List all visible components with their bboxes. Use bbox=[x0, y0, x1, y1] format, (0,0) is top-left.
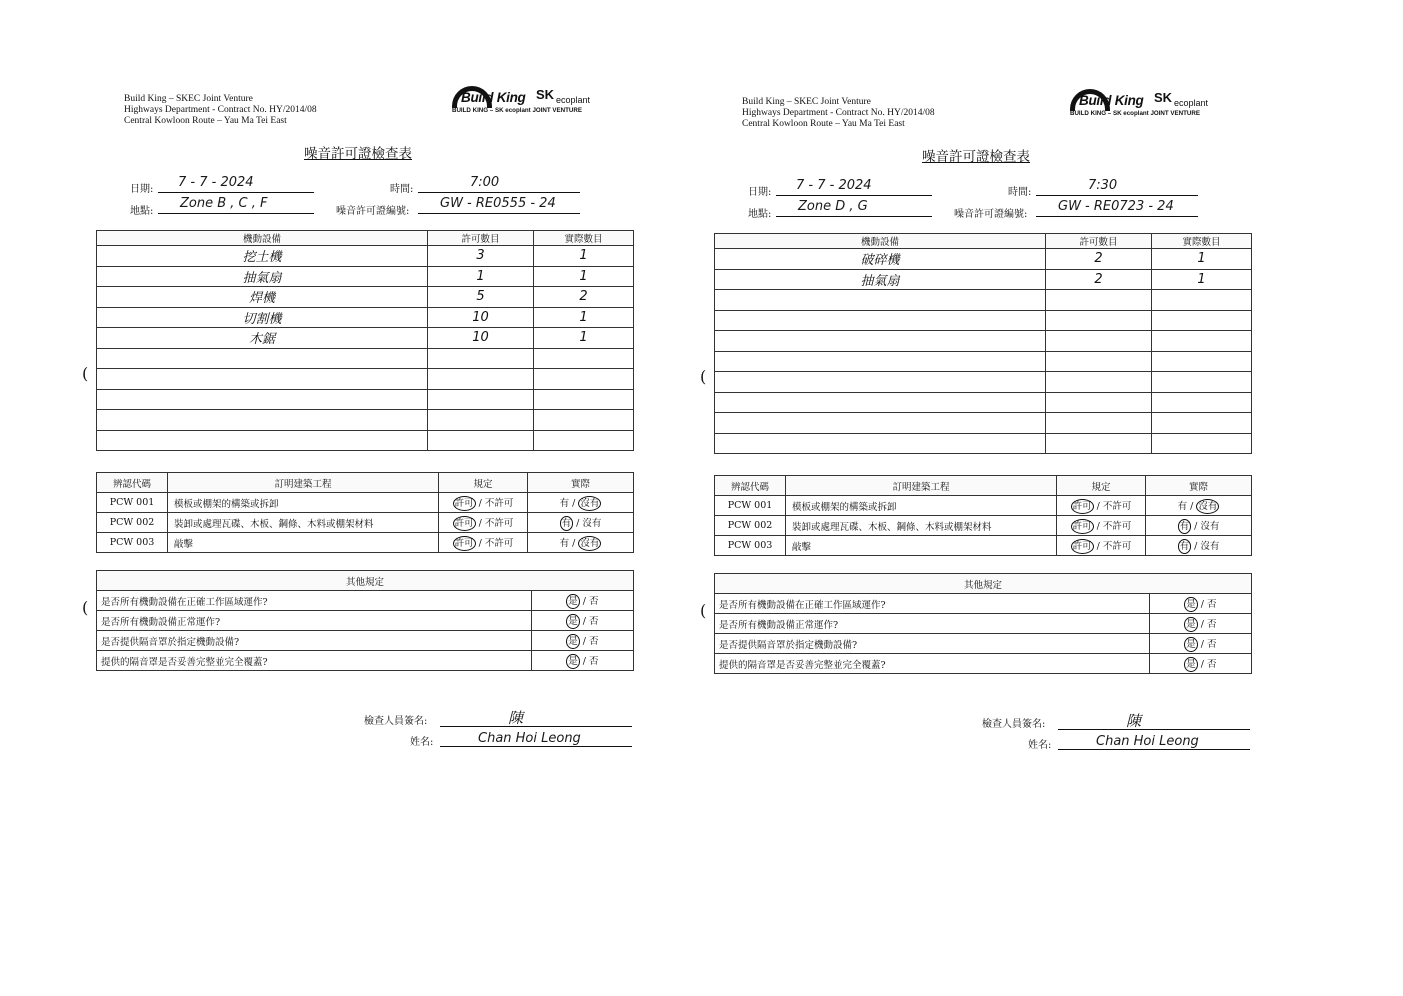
table-row bbox=[97, 611, 634, 631]
other-answer: 是 / 否 bbox=[531, 591, 633, 611]
actual-qty: 1 bbox=[1152, 249, 1252, 270]
table-row bbox=[97, 369, 634, 390]
other-answer: 是 / 否 bbox=[531, 631, 633, 651]
pcw-rule: 許可 / 不許可 bbox=[439, 513, 528, 533]
actual-qty bbox=[1152, 392, 1252, 413]
other-question: 是否所有機動設備在正確工作區域運作? bbox=[715, 594, 1150, 614]
permit-circled: 許可 bbox=[1072, 540, 1092, 552]
table-row bbox=[715, 372, 1252, 393]
table-row bbox=[715, 516, 1252, 536]
equipment-name bbox=[715, 310, 1046, 331]
equipment-name bbox=[715, 290, 1046, 311]
pcw-rule: 許可 / 不許可 bbox=[439, 493, 528, 513]
permitted-qty bbox=[428, 369, 534, 390]
col-rule: 規定 bbox=[1057, 476, 1146, 496]
name-label: 姓名: bbox=[410, 737, 434, 748]
other-answer: 是 / 否 bbox=[1149, 594, 1251, 614]
date-label: 日期: bbox=[748, 187, 772, 198]
margin-mark: ( bbox=[82, 598, 89, 617]
form-title: 噪音許可證檢查表 bbox=[304, 146, 412, 162]
table-row bbox=[97, 591, 634, 611]
signature-value: 陳 bbox=[1126, 712, 1142, 730]
col-actual: 實際數目 bbox=[534, 231, 634, 246]
col-works: 訂明建築工程 bbox=[786, 476, 1057, 496]
actual-qty bbox=[1152, 433, 1252, 454]
permit-circled: 許可 bbox=[454, 517, 474, 529]
table-row bbox=[715, 269, 1252, 290]
permitted-qty bbox=[1046, 372, 1152, 393]
actual-qty bbox=[1152, 310, 1252, 331]
pcw-works: 模板或棚架的構築或拆卸 bbox=[168, 493, 439, 513]
table-row bbox=[715, 331, 1252, 352]
pcw-code: PCW 001 bbox=[97, 493, 168, 513]
table-row bbox=[715, 249, 1252, 270]
col-actual-pcw: 實際 bbox=[528, 473, 634, 493]
equipment-name: 挖土機 bbox=[97, 246, 428, 267]
location-value: Zone B , C , F bbox=[180, 196, 268, 211]
pcw-rule: 許可 / 不許可 bbox=[439, 533, 528, 553]
permitted-qty: 5 bbox=[428, 287, 534, 308]
other-question: 提供的隔音罩是否妥善完整並完全覆蓋? bbox=[715, 654, 1150, 674]
actual-qty: 1 bbox=[1152, 269, 1252, 290]
col-permitted: 許可數目 bbox=[428, 231, 534, 246]
actual-qty bbox=[1152, 290, 1252, 311]
permitted-qty bbox=[1046, 310, 1152, 331]
other-answer: 是 / 否 bbox=[1149, 614, 1251, 634]
pcw-works: 裝卸或處理瓦碟、木板、鋼條、木料或棚架材料 bbox=[786, 516, 1057, 536]
actual-qty bbox=[1152, 331, 1252, 352]
other-rules-header: 其他規定 bbox=[715, 574, 1252, 594]
table-row bbox=[97, 410, 634, 431]
table-row bbox=[97, 328, 634, 349]
pcw-actual: 有 / 沒有 bbox=[1146, 536, 1252, 556]
permitted-qty: 2 bbox=[1046, 269, 1152, 290]
equipment-name bbox=[97, 430, 428, 451]
other-rules-table bbox=[714, 573, 1252, 674]
table-row bbox=[715, 290, 1252, 311]
permit-no-value: GW - RE0723 - 24 bbox=[1058, 199, 1174, 214]
permitted-qty bbox=[428, 430, 534, 451]
actual-qty bbox=[1152, 413, 1252, 434]
other-answer: 是 / 否 bbox=[1149, 634, 1251, 654]
location-label: 地點: bbox=[130, 206, 154, 217]
col-actual-pcw: 實際 bbox=[1146, 476, 1252, 496]
contract-header: Build King – SKEC Joint Venture Highways Department - Contract No. HY/2014/08 Central Kowloon Route – Yau Ma Tei East bbox=[742, 97, 935, 129]
pcw-code: PCW 003 bbox=[715, 536, 786, 556]
yes-circled: 是 bbox=[568, 655, 578, 667]
actual-qty bbox=[1152, 351, 1252, 372]
equipment-table bbox=[714, 233, 1252, 454]
permitted-qty bbox=[428, 348, 534, 369]
table-row bbox=[97, 246, 634, 267]
permit-circled: 許可 bbox=[454, 537, 474, 549]
other-question: 是否所有機動設備在正確工作區域運作? bbox=[97, 591, 532, 611]
signature-field bbox=[1058, 714, 1250, 730]
location-value: Zone D , G bbox=[798, 199, 868, 214]
table-row bbox=[97, 307, 634, 328]
table-row bbox=[97, 513, 634, 533]
location-label: 地點: bbox=[748, 209, 772, 220]
pcw-actual: 有 / 沒有 bbox=[528, 513, 634, 533]
margin-mark: ( bbox=[700, 367, 707, 386]
permitted-qty: 2 bbox=[1046, 249, 1152, 270]
margin-mark: ( bbox=[82, 364, 89, 383]
col-rule: 規定 bbox=[439, 473, 528, 493]
equipment-name bbox=[715, 331, 1046, 352]
equipment-name: 破碎機 bbox=[715, 249, 1046, 270]
date-label: 日期: bbox=[130, 184, 154, 195]
equipment-name bbox=[97, 410, 428, 431]
actual-qty: 1 bbox=[534, 246, 634, 267]
table-row bbox=[97, 266, 634, 287]
other-answer: 是 / 否 bbox=[531, 651, 633, 671]
pcw-works: 模板或棚架的構築或拆卸 bbox=[786, 496, 1057, 516]
permitted-qty bbox=[428, 410, 534, 431]
actual-qty: 1 bbox=[534, 328, 634, 349]
col-code: 辨認代碼 bbox=[715, 476, 786, 496]
col-works: 訂明建築工程 bbox=[168, 473, 439, 493]
equipment-name bbox=[97, 348, 428, 369]
contract-header: Build King – SKEC Joint Venture Highways Department - Contract No. HY/2014/08 Central Kowloon Route – Yau Ma Tei East bbox=[124, 94, 317, 126]
pcw-table bbox=[96, 472, 634, 553]
other-rules-header: 其他規定 bbox=[97, 571, 634, 591]
equipment-table bbox=[96, 230, 634, 451]
pcw-rule: 許可 / 不許可 bbox=[1057, 516, 1146, 536]
equipment-name bbox=[97, 389, 428, 410]
pcw-code: PCW 001 bbox=[715, 496, 786, 516]
table-row bbox=[715, 392, 1252, 413]
other-question: 是否提供隔音罩於指定機動設備? bbox=[97, 631, 532, 651]
table-row bbox=[715, 654, 1252, 674]
other-answer: 是 / 否 bbox=[1149, 654, 1251, 674]
equipment-name: 木鋸 bbox=[97, 328, 428, 349]
table-row bbox=[715, 496, 1252, 516]
equipment-name bbox=[715, 372, 1046, 393]
date-value: 7 - 7 - 2024 bbox=[796, 178, 872, 193]
time-label: 時間: bbox=[390, 184, 414, 195]
actual-qty bbox=[1152, 372, 1252, 393]
yes-circled: 是 bbox=[1186, 618, 1196, 630]
col-actual: 實際數目 bbox=[1152, 234, 1252, 249]
pcw-code: PCW 002 bbox=[715, 516, 786, 536]
table-row bbox=[715, 594, 1252, 614]
name-value: Chan Hoi Leong bbox=[478, 731, 581, 746]
yes-circled: 是 bbox=[1186, 658, 1196, 670]
pcw-actual: 有 / 沒有 bbox=[1146, 496, 1252, 516]
permitted-qty bbox=[1046, 413, 1152, 434]
permitted-qty bbox=[1046, 331, 1152, 352]
table-row bbox=[97, 348, 634, 369]
name-value: Chan Hoi Leong bbox=[1096, 734, 1199, 749]
yes-circled: 是 bbox=[568, 635, 578, 647]
pcw-actual: 有 / 沒有 bbox=[528, 533, 634, 553]
permit-no-label: 噪音許可證編號: bbox=[336, 206, 410, 217]
permitted-qty bbox=[1046, 290, 1152, 311]
permitted-qty bbox=[428, 389, 534, 410]
yes-circled: 是 bbox=[568, 595, 578, 607]
table-row bbox=[97, 533, 634, 553]
col-equipment: 機動設備 bbox=[97, 231, 428, 246]
equipment-name: 切割機 bbox=[97, 307, 428, 328]
inspector-sign-label: 檢查人員簽名: bbox=[982, 719, 1046, 730]
table-row bbox=[715, 310, 1252, 331]
table-row bbox=[715, 614, 1252, 634]
pcw-actual: 有 / 沒有 bbox=[528, 493, 634, 513]
name-label: 姓名: bbox=[1028, 740, 1052, 751]
permitted-qty bbox=[1046, 351, 1152, 372]
permit-no-label: 噪音許可證編號: bbox=[954, 209, 1028, 220]
col-permitted: 許可數目 bbox=[1046, 234, 1152, 249]
pcw-code: PCW 003 bbox=[97, 533, 168, 553]
signature-value: 陳 bbox=[508, 709, 524, 727]
col-code: 辨認代碼 bbox=[97, 473, 168, 493]
permitted-qty bbox=[1046, 392, 1152, 413]
table-row bbox=[715, 413, 1252, 434]
form-left bbox=[0, 0, 603, 993]
actual-qty: 1 bbox=[534, 266, 634, 287]
time-value: 7:30 bbox=[1088, 178, 1118, 193]
permitted-qty: 1 bbox=[428, 266, 534, 287]
permit-circled: 許可 bbox=[1072, 500, 1092, 512]
other-question: 是否所有機動設備正常運作? bbox=[715, 614, 1150, 634]
equipment-name bbox=[715, 351, 1046, 372]
table-row bbox=[97, 389, 634, 410]
pcw-actual: 有 / 沒有 bbox=[1146, 516, 1252, 536]
time-label: 時間: bbox=[1008, 187, 1032, 198]
permitted-qty: 3 bbox=[428, 246, 534, 267]
yes-circled: 是 bbox=[1186, 598, 1196, 610]
pcw-rule: 許可 / 不許可 bbox=[1057, 496, 1146, 516]
equipment-name bbox=[715, 413, 1046, 434]
signature-field bbox=[440, 711, 632, 727]
table-row bbox=[715, 351, 1252, 372]
company-logo: Build King SK ecoplant BUILD KING – SK ecoplant JOINT VENTURE bbox=[1070, 90, 1209, 117]
actual-qty: 1 bbox=[534, 307, 634, 328]
pcw-works: 裝卸或處理瓦碟、木板、鋼條、木料或棚架材料 bbox=[168, 513, 439, 533]
pcw-works: 敲擊 bbox=[168, 533, 439, 553]
equipment-name: 抽氣扇 bbox=[715, 269, 1046, 290]
table-row bbox=[715, 634, 1252, 654]
equipment-name bbox=[715, 392, 1046, 413]
other-question: 是否提供隔音罩於指定機動設備? bbox=[715, 634, 1150, 654]
yes-circled: 是 bbox=[1186, 638, 1196, 650]
yes-circled: 是 bbox=[568, 615, 578, 627]
table-row bbox=[97, 651, 634, 671]
inspector-sign-label: 檢查人員簽名: bbox=[364, 716, 428, 727]
pcw-rule: 許可 / 不許可 bbox=[1057, 536, 1146, 556]
other-rules-table bbox=[96, 570, 634, 671]
form-right bbox=[618, 3, 1221, 996]
pcw-works: 敲擊 bbox=[786, 536, 1057, 556]
table-row bbox=[97, 287, 634, 308]
equipment-name bbox=[97, 369, 428, 390]
permit-no-value: GW - RE0555 - 24 bbox=[440, 196, 556, 211]
form-title: 噪音許可證檢查表 bbox=[922, 149, 1030, 165]
pcw-table bbox=[714, 475, 1252, 556]
equipment-name: 焊機 bbox=[97, 287, 428, 308]
actual-qty: 2 bbox=[534, 287, 634, 308]
table-row bbox=[97, 493, 634, 513]
time-value: 7:00 bbox=[470, 175, 500, 190]
equipment-name: 抽氣扇 bbox=[97, 266, 428, 287]
other-question: 提供的隔音罩是否妥善完整並完全覆蓋? bbox=[97, 651, 532, 671]
margin-mark: ( bbox=[700, 601, 707, 620]
table-row bbox=[715, 433, 1252, 454]
pcw-code: PCW 002 bbox=[97, 513, 168, 533]
permitted-qty: 10 bbox=[428, 307, 534, 328]
col-equipment: 機動設備 bbox=[715, 234, 1046, 249]
table-row bbox=[715, 536, 1252, 556]
equipment-name bbox=[715, 433, 1046, 454]
date-value: 7 - 7 - 2024 bbox=[178, 175, 254, 190]
table-row bbox=[97, 430, 634, 451]
permitted-qty: 10 bbox=[428, 328, 534, 349]
permitted-qty bbox=[1046, 433, 1152, 454]
table-row bbox=[97, 631, 634, 651]
permit-circled: 許可 bbox=[1072, 520, 1092, 532]
other-answer: 是 / 否 bbox=[531, 611, 633, 631]
company-logo: Build King SK ecoplant BUILD KING – SK ecoplant JOINT VENTURE bbox=[452, 87, 591, 114]
other-question: 是否所有機動設備正常運作? bbox=[97, 611, 532, 631]
permit-circled: 許可 bbox=[454, 497, 474, 509]
